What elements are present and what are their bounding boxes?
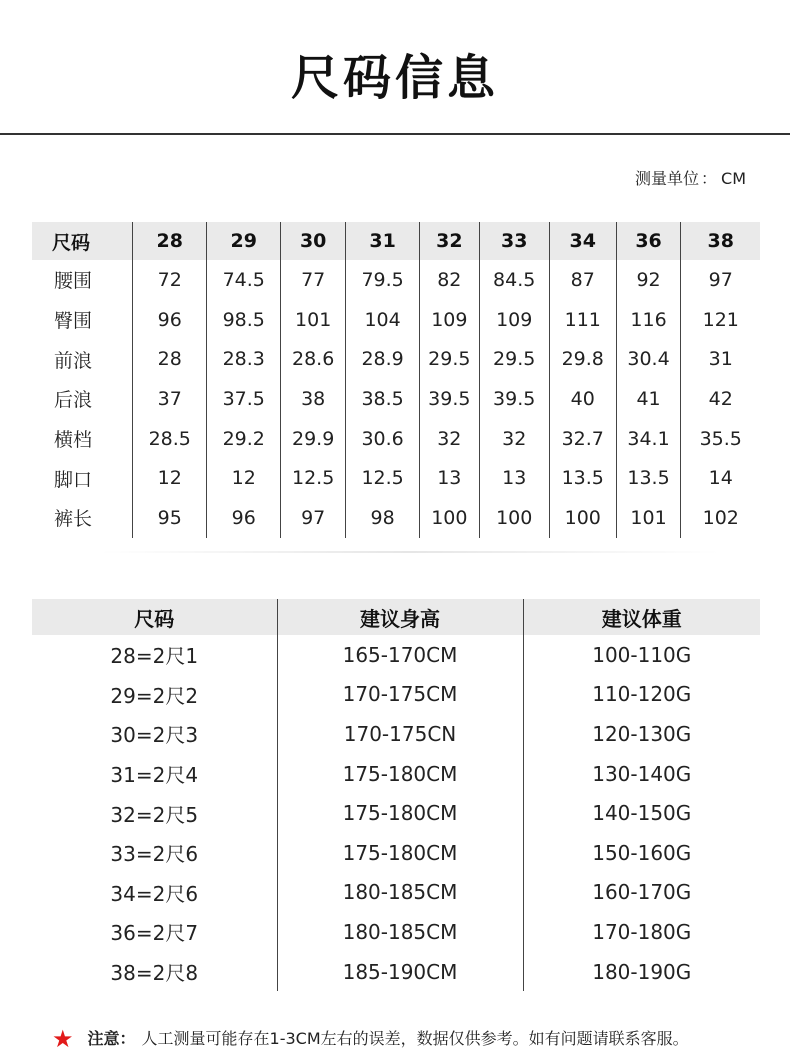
row-label: 臀围 — [54, 310, 93, 333]
recommend-cell: 32=2尺5 — [110, 802, 199, 827]
recommend-cell: 120-130G — [523, 714, 760, 754]
measurement-cell: 101 — [616, 498, 681, 538]
measurement-cell: 28.6 — [281, 339, 346, 379]
size-header-label: 尺码 — [32, 222, 133, 260]
title-divider — [0, 133, 790, 135]
measurement-cell: 97 — [681, 260, 760, 300]
measurement-unit — [635, 168, 746, 190]
size-header-cell: 33 — [479, 222, 549, 260]
measurement-cell: 98 — [346, 498, 420, 538]
measurement-cell: 32 — [420, 419, 479, 459]
measurement-cell: 28.3 — [207, 339, 281, 379]
recommend-cell: 180-185CM — [277, 873, 523, 913]
measurement-cell: 29.8 — [549, 339, 616, 379]
measurement-cell: 12.5 — [346, 458, 420, 498]
measurement-cell: 28.5 — [133, 419, 207, 459]
recommend-cell: 34=2尺6 — [110, 881, 199, 906]
recommend-cell: 180-190G — [523, 952, 760, 992]
measurement-cell: 121 — [681, 300, 760, 340]
table-row — [32, 912, 760, 952]
star-icon: ★ — [52, 1025, 74, 1053]
size-header-cell: 34 — [549, 222, 616, 260]
recommend-cell: 175-180CM — [277, 754, 523, 794]
row-label: 后浪 — [54, 389, 93, 412]
measurement-cell: 79.5 — [346, 260, 420, 300]
measurement-cell: 38.5 — [346, 379, 420, 419]
note-text: 人工测量可能存在1-3CM左右的误差，数据仅供参考。如有问题请联系客服。 — [141, 1029, 689, 1048]
recommend-cell: 100-110G — [523, 635, 760, 675]
measurement-cell: 14 — [681, 458, 760, 498]
size-header-cell: 28 — [133, 222, 207, 260]
table-row — [32, 754, 760, 794]
measurement-cell: 100 — [479, 498, 549, 538]
table-row — [32, 339, 760, 379]
recommend-cell: 150-160G — [523, 833, 760, 873]
table-row — [32, 714, 760, 754]
table-row — [32, 635, 760, 675]
measurement-cell: 102 — [681, 498, 760, 538]
recommend-cell: 180-185CM — [277, 912, 523, 952]
table-row — [32, 300, 760, 340]
unit-label: 测量单位 — [634, 169, 699, 188]
measurement-cell: 41 — [616, 379, 681, 419]
recommend-cell: 175-180CM — [277, 793, 523, 833]
measurement-cell: 104 — [346, 300, 420, 340]
measurement-cell: 34.1 — [616, 419, 681, 459]
measurement-cell: 95 — [133, 498, 207, 538]
measurement-cell: 84.5 — [479, 260, 549, 300]
measurement-cell: 111 — [549, 300, 616, 340]
measurement-cell: 42 — [681, 379, 760, 419]
recommend-cell: 36=2尺7 — [110, 921, 199, 946]
measurement-cell: 28.9 — [346, 339, 420, 379]
measurement-cell: 29.9 — [281, 419, 346, 459]
measurement-cell: 13.5 — [616, 458, 681, 498]
recommend-cell: 38=2尺8 — [110, 961, 199, 986]
table-divider — [100, 551, 720, 553]
table-row — [32, 458, 760, 498]
measurement-cell: 39.5 — [420, 379, 479, 419]
table-row — [32, 952, 760, 992]
table-row — [32, 498, 760, 538]
measurement-cell: 116 — [616, 300, 681, 340]
measurement-cell: 29.2 — [207, 419, 281, 459]
measurement-cell: 72 — [133, 260, 207, 300]
measurement-cell: 13.5 — [549, 458, 616, 498]
measurement-cell: 92 — [616, 260, 681, 300]
measurement-cell: 12 — [207, 458, 281, 498]
measurement-cell: 109 — [420, 300, 479, 340]
recommend-cell: 175-180CM — [277, 833, 523, 873]
measurement-cell: 100 — [549, 498, 616, 538]
measurement-cell: 12 — [133, 458, 207, 498]
measurement-note — [52, 1027, 689, 1051]
measurement-cell: 30.6 — [346, 419, 420, 459]
measurement-cell: 82 — [420, 260, 479, 300]
recommend-cell: 160-170G — [523, 873, 760, 913]
row-label: 前浪 — [54, 349, 93, 372]
note-label: 注意： — [87, 1029, 136, 1048]
measurement-cell: 13 — [420, 458, 479, 498]
measurement-cell: 97 — [281, 498, 346, 538]
recommend-header-row — [32, 599, 760, 635]
size-header-cell: 30 — [281, 222, 346, 260]
table-row — [32, 833, 760, 873]
row-label: 脚口 — [54, 468, 93, 491]
recommend-cell: 140-150G — [523, 793, 760, 833]
row-label: 横档 — [54, 429, 93, 452]
recommend-cell: 170-175CN — [277, 714, 523, 754]
size-header-cell: 32 — [420, 222, 479, 260]
measurement-cell: 96 — [207, 498, 281, 538]
measurement-cell: 39.5 — [479, 379, 549, 419]
recommend-cell: 170-180G — [523, 912, 760, 952]
measurement-cell: 109 — [479, 300, 549, 340]
measurement-cell: 13 — [479, 458, 549, 498]
recommend-header-cell: 建议身高 — [277, 599, 523, 635]
recommend-header-cell: 尺码 — [32, 599, 277, 635]
unit-separator: ： — [701, 169, 718, 188]
measurement-cell: 32.7 — [549, 419, 616, 459]
measurement-cell: 38 — [281, 379, 346, 419]
measurement-cell: 29.5 — [479, 339, 549, 379]
measurement-cell: 101 — [281, 300, 346, 340]
recommend-cell: 170-175CM — [277, 675, 523, 715]
size-header-cell: 38 — [681, 222, 760, 260]
size-header-cell: 31 — [346, 222, 420, 260]
measurement-cell: 32 — [479, 419, 549, 459]
measurement-cell: 28 — [133, 339, 207, 379]
measurement-cell: 37.5 — [207, 379, 281, 419]
measurement-cell: 40 — [549, 379, 616, 419]
size-recommendation-table — [32, 599, 760, 991]
unit-value: CM — [721, 169, 746, 188]
recommend-cell: 31=2尺4 — [110, 763, 199, 788]
recommend-cell: 30=2尺3 — [110, 723, 199, 748]
recommend-header-cell: 建议体重 — [523, 599, 760, 635]
measurement-cell: 31 — [681, 339, 760, 379]
measurement-cell: 35.5 — [681, 419, 760, 459]
size-measurement-table — [32, 222, 760, 538]
measurement-cell: 77 — [281, 260, 346, 300]
row-label: 裤长 — [54, 508, 93, 531]
table-row — [32, 873, 760, 913]
measurement-cell: 30.4 — [616, 339, 681, 379]
table-row — [32, 419, 760, 459]
row-label: 腰围 — [54, 270, 93, 293]
table-row — [32, 260, 760, 300]
recommend-cell: 33=2尺6 — [110, 842, 199, 867]
measurement-cell: 12.5 — [281, 458, 346, 498]
recommend-cell: 130-140G — [523, 754, 760, 794]
table-row — [32, 379, 760, 419]
recommend-cell: 28=2尺1 — [110, 644, 199, 669]
recommend-cell: 165-170CM — [277, 635, 523, 675]
page-title: 尺码信息 — [290, 50, 499, 106]
measurement-cell: 29.5 — [420, 339, 479, 379]
size-header-cell: 29 — [207, 222, 281, 260]
measurement-cell: 100 — [420, 498, 479, 538]
measurement-cell: 96 — [133, 300, 207, 340]
table-row — [32, 793, 760, 833]
recommend-cell: 110-120G — [523, 675, 760, 715]
table-row — [32, 675, 760, 715]
measurement-cell: 98.5 — [207, 300, 281, 340]
measurement-cell: 74.5 — [207, 260, 281, 300]
size-header-row — [32, 222, 760, 260]
size-header-cell: 36 — [616, 222, 681, 260]
measurement-cell: 87 — [549, 260, 616, 300]
recommend-cell: 185-190CM — [277, 952, 523, 992]
measurement-cell: 37 — [133, 379, 207, 419]
recommend-cell: 29=2尺2 — [110, 683, 199, 708]
